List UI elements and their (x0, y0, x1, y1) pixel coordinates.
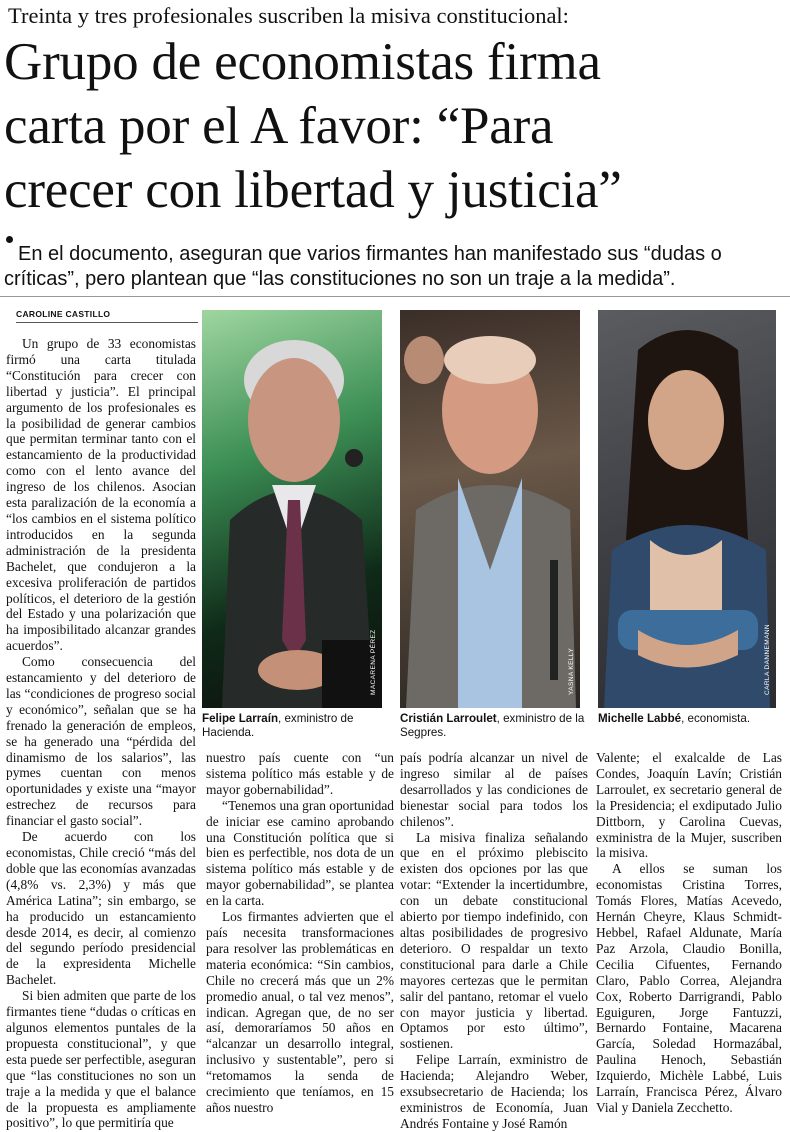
paragraph: A ellos se suman los economistas Cristina Torres, Tomás Flores, Matías Acevedo, Hernán Cheyre, Klaus Schmidt-Hebbel, Rafael Aldunate, María Paz Arzola, Claudio Bonilla, Cecilia Cifuentes, Fernando Claro, Pablo Correa, Alejandra Cox, Roberto Darrigrandi, Pablo Eguiguren, Jorge Fantuzzi, Bernardo Fontaine, Macarena García, Soledad Hormazábal, Paulina Henoch, Sebastián Izquierdo, Michèle Labbé, Luis Larraín, Francisca Pérez, Álvaro Vial y Daniela Zecchetto. (596, 861, 782, 1115)
paragraph: Un grupo de 33 economistas firmó una carta titulada “Constitución para crecer con libertad y justicia”. El principal argumento de los profesionales es la posibilidad de generar cambios que permitan terminar tanto con el estancamiento de la productividad como con el lento avance del ingreso de los chilenos. Asocian esta paralización de la economía a “los cambios en el sistema político introducidos en la segunda administración de la presidenta Bachelet, que condujeron a la excesiva proliferación de partidos políticos, el deterioro de la gestión del Estado y una polarización que ha imposibilitado alcanzar grandes acuerdos”. (6, 336, 196, 654)
portrait-illustration (598, 310, 776, 708)
byline-rule (16, 322, 198, 323)
kicker: Treinta y tres profesionales suscriben la misiva constitucional: (8, 3, 569, 28)
paragraph: Si bien admiten que parte de los firmantes tiene “dudas o críticas en algunos elementos puntales de la propuesta constitucional”, y que esta puede ser perfectible, aseguran que “las constituciones no son un traje a la medida y que el balance de la propuesta es ampliamente positivo”, lo que permitiría que (6, 988, 196, 1131)
photo-michelle-labbe (598, 310, 776, 708)
byline: CAROLINE CASTILLO (16, 309, 111, 319)
portrait-illustration (400, 310, 580, 708)
caption-name: Cristián Larroulet (400, 712, 497, 725)
body-column-2 (206, 750, 394, 1116)
paragraph: país podría alcanzar un nivel de ingreso similar al de países desarrollados y las condiciones de bienestar social para todos los chilenos”. (400, 750, 588, 829)
deck-line: críticas”, pero plantean que “las constituciones no son un traje a la medida”. (4, 268, 676, 290)
caption-name: Michelle Labbé (598, 712, 682, 725)
divider (0, 296, 790, 297)
caption-name: Felipe Larraín (202, 712, 279, 725)
paragraph: Como consecuencia del estancamiento y del deterioro de las “condiciones de progreso social y económico”, señalan que se ha frenado la generación de empleos, se ha generado una “pérdida del dinamismo de los salarios”, las pymes cuentan con menos oportunidades y existe una “mayor estrechez de recursos para financiar el gasto social”. (6, 654, 196, 829)
headline (4, 30, 788, 222)
photo-felipe-larrain (202, 310, 382, 708)
portrait-illustration (202, 310, 382, 708)
paragraph: La misiva finaliza señalando que en el próximo plebiscito existen dos opciones por las que votar: “Extender la incertidumbre, con un debate constitucional abierto por tiempo indefinido, con altas posibilidades de progresivo deterioro. O respaldar un texto constitucional para darle a Chile mayores certezas que le permitan salir del pantano, retomar el vuelo con mayor justicia y libertad. Optamos por esto último”, sostienen. (400, 829, 588, 1052)
headline-line: Grupo de economistas firma (4, 33, 601, 91)
caption-role: , exministro de la Segpres. (400, 712, 585, 739)
body-column-4 (596, 750, 782, 1116)
body-column-3 (400, 750, 588, 1132)
photo-credit: MACARENA PÉREZ (370, 629, 377, 695)
deck-line: En el documento, aseguran que varios firmantes han manifestado sus “dudas o (18, 243, 722, 265)
headline-line: crecer con libertad y justicia” (4, 161, 622, 219)
photo-caption (400, 712, 590, 740)
paragraph: Valente; el exalcalde de Las Condes, Joaquín Lavín; Cristián Larroulet, ex secretario general de la Presidencia; el exdiputado Julio Dittborn, y Carolina Cuevas, exministra de la Mujer, suscriben la misiva. (596, 750, 782, 861)
deck (0, 242, 790, 292)
headline-line: carta por el A favor: “Para (4, 97, 554, 155)
photo-cristian-larroulet (400, 310, 580, 708)
body-column-1 (6, 336, 196, 1131)
paragraph: “Tenemos una gran oportunidad de iniciar ese camino aprobando una Constitución política que si bien es perfectible, nos dota de un sistema político más estable y de mayor gobernabilidad”, se plantea en la carta. (206, 797, 394, 909)
paragraph: Los firmantes advierten que el país necesita transformaciones para resolver las problemáticas en materia económica: “Sin cambios, Chile no crecerá más que un 2% promedio anual, o tal vez menos”, indican. Agregan que, de no ser así, demoraríamos 50 años en “alcanzar un desarrollo integral, inclusivo y sustentable”, pero si “retomamos la senda de crecimiento que teníamos, en 15 años nuestro (206, 909, 394, 1115)
paragraph: Felipe Larraín, exministro de Hacienda; Alejandro Weber, exsubsecretario de Hacienda; los exministros de Economía, Juan Andrés Fontaine y José Ramón (400, 1052, 588, 1131)
photo-credit: YASNA KELLY (568, 647, 575, 695)
paragraph: De acuerdo con los economistas, Chile creció “más del doble que las economías avanzadas (4,8% vs. 2,3%) y más que América Latina”; sin embargo, se ha producido un estancamiento desde 2014, es decir, al comienzo del segundo período presidencial de la expresidenta Michelle Bachelet. (6, 829, 196, 988)
photo-caption (598, 712, 788, 726)
photo-credit: CARLA DANNEMANN (764, 623, 771, 695)
photo-caption (202, 712, 392, 740)
paragraph: nuestro país cuente con “un sistema político más estable y de mayor gobernabilidad”. (206, 750, 394, 797)
caption-role: , economista. (681, 712, 751, 725)
caption-role: , exministro de Hacienda. (202, 712, 354, 739)
